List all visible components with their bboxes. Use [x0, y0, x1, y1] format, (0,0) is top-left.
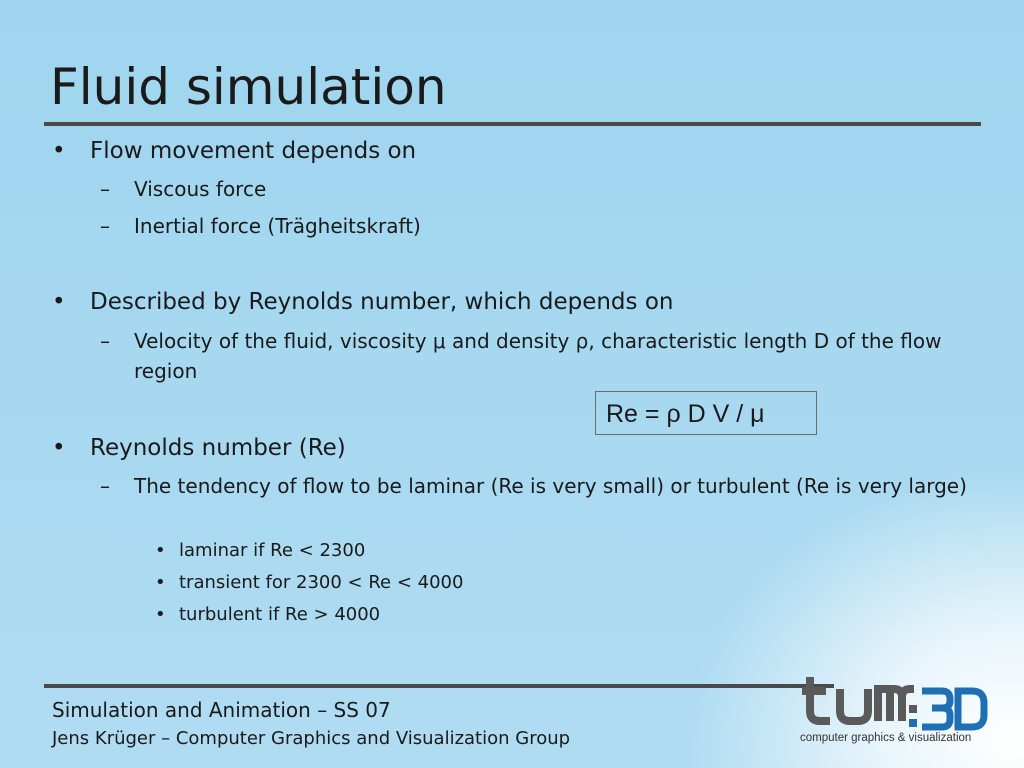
sub-sub-bullet-item: [155, 540, 366, 561]
sub-sub-bullet-item: [155, 604, 381, 625]
bullet-marker: •: [155, 572, 166, 593]
sub-bullet-item: [100, 471, 984, 501]
sub-sub-bullet-text: transient for 2300 < Re < 4000: [179, 572, 464, 593]
bullet-marker: •: [52, 138, 66, 164]
slide-title: Fluid simulation: [50, 58, 447, 116]
footer-author: Jens Krüger – Computer Graphics and Visualization Group: [52, 728, 571, 749]
bullet-marker: •: [155, 604, 166, 625]
bullet-text: Flow movement depends on: [90, 138, 417, 164]
footer-divider: [44, 684, 834, 688]
sub-bullet-text: Velocity of the fluid, viscosity μ and density ρ, characteristic length D of the flow region: [134, 329, 942, 383]
bullet-marker: •: [52, 289, 66, 315]
footer-course: Simulation and Animation – SS 07: [52, 698, 391, 722]
dash-marker: –: [100, 474, 110, 498]
sub-sub-bullet-text: turbulent if Re > 4000: [179, 604, 381, 625]
sub-bullet-text: The tendency of flow to be laminar (Re is very small) or turbulent (Re is very large): [134, 474, 967, 498]
sub-sub-bullet-item: [155, 572, 464, 593]
dash-marker: –: [100, 177, 110, 201]
bullet-item: [52, 435, 346, 461]
bullet-marker: •: [155, 540, 166, 561]
bullet-text: Described by Reynolds number, which depends on: [90, 289, 674, 315]
tum3d-logo: [796, 663, 992, 759]
bullet-item: [52, 289, 674, 315]
reynolds-formula-box: Re = ρ D V / μ: [595, 391, 817, 435]
bullet-item: [52, 138, 417, 164]
dash-marker: –: [100, 214, 110, 238]
dash-marker: –: [100, 329, 110, 353]
sub-sub-bullet-text: laminar if Re < 2300: [179, 540, 366, 561]
sub-bullet-item: [100, 174, 267, 204]
sub-bullet-item: [100, 211, 421, 241]
sub-bullet-item: [100, 326, 984, 386]
sub-bullet-text: Viscous force: [134, 177, 267, 201]
logo-subtitle: computer graphics & visualization: [800, 732, 972, 744]
bullet-marker: •: [52, 435, 66, 461]
sub-bullet-text: Inertial force (Trägheitskraft): [134, 214, 421, 238]
bullet-text: Reynolds number (Re): [90, 435, 346, 461]
